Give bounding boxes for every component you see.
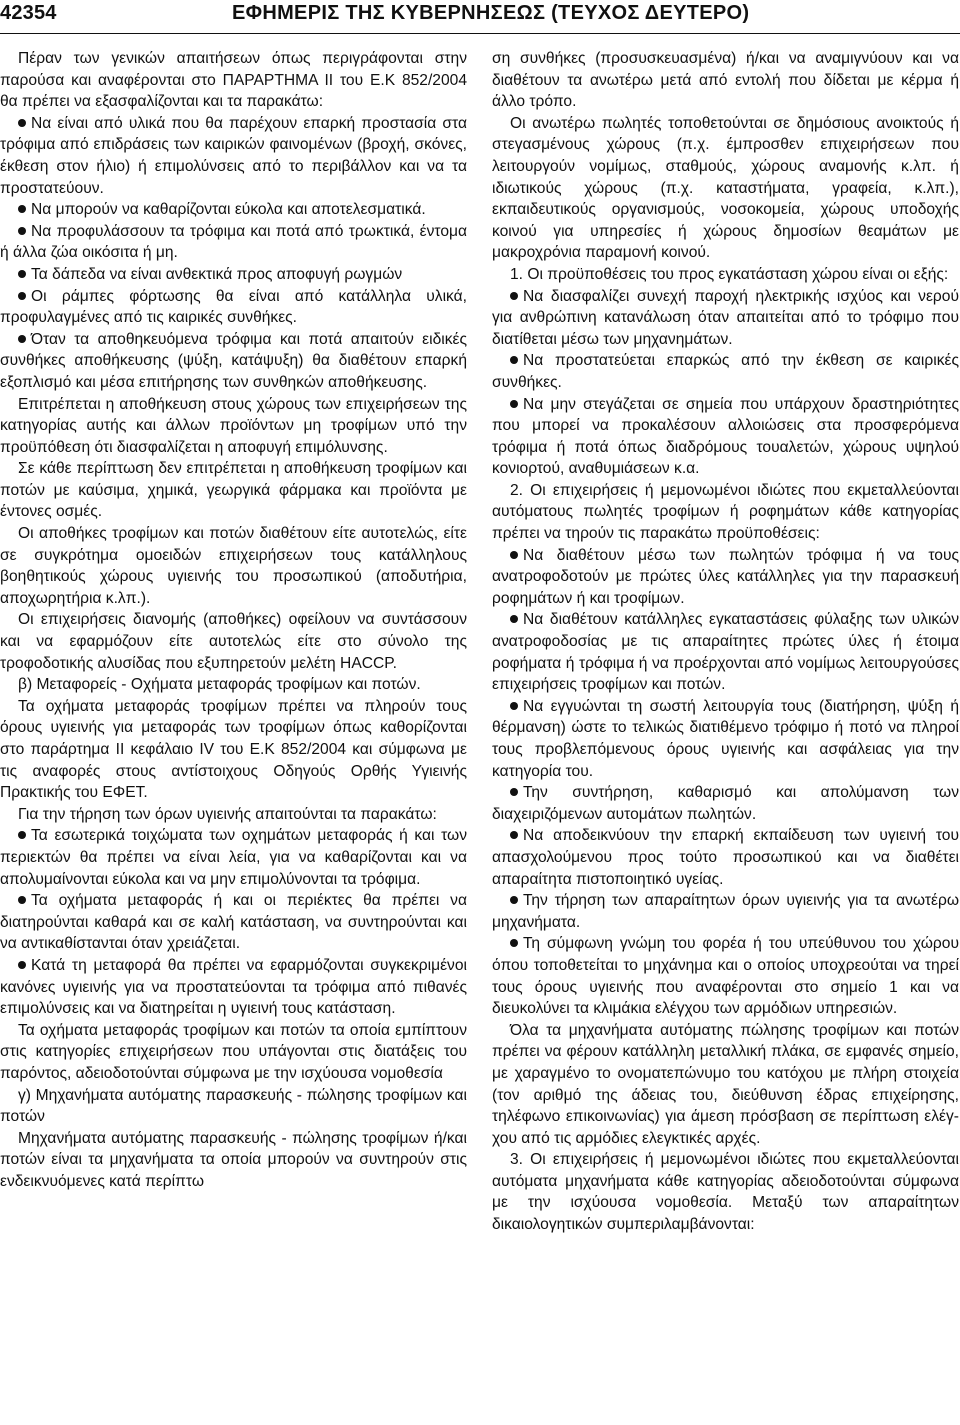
bullet-paragraph xyxy=(492,545,959,610)
paragraph-text: Κατά τη μεταφορά θα πρέπει να εφαρμόζονται συγκεκριμένοι κανόνες υγιεινής για να προστατεύονται τα τρόφιμα από πιθανές επιμολύνσεις και να διατηρείται η υγιεινή τους κατάσταση. xyxy=(0,956,467,1018)
paragraph xyxy=(0,523,467,609)
bullet-paragraph xyxy=(492,350,959,393)
paragraph xyxy=(0,48,467,113)
paragraph-text: Πέραν των γενικών απαιτήσεων όπως περιγράφονται στην παρούσα και αναφέρονται στο ΠΑΡΑΡΤΗΜΑ ΙΙ του Ε.Κ 852/2004 θα πρέπει να εξασφαλίζονται και τα παρακάτω: xyxy=(0,50,467,111)
paragraph-text: Να εγγυώνται τη σωστή λειτουργία τους (διατήρηση, ψύξη ή θέρμανση) ώστε το τελικώς διατιθέμενο τρόφιμο ή ποτό να πληροί τους προβλεπόμενους όρους υγιεινής και ασφάλειας για την κατηγορία του. xyxy=(492,697,959,780)
bullet-paragraph xyxy=(0,221,467,264)
bullet-icon xyxy=(18,227,26,235)
paragraph xyxy=(492,113,959,264)
bullet-icon xyxy=(18,335,26,343)
paragraph-text: Οι ράμπες φόρτωσης θα είναι από κατάλληλα υλικά, προφυλαγμένες από τις καιρικές συνθήκες. xyxy=(0,287,467,327)
paragraph xyxy=(0,609,467,674)
paragraph-text: Για την τήρηση των όρων υγιεινής απαιτούνται τα παρακάτω: xyxy=(18,805,437,823)
paragraph-text: Τα δάπεδα να είναι ανθεκτικά προς αποφυγή ρωγμών xyxy=(31,265,403,283)
bullet-paragraph xyxy=(492,933,959,1019)
bullet-paragraph xyxy=(0,113,467,199)
paragraph xyxy=(0,1128,467,1193)
paragraph-text: Να μπορούν να καθαρίζονται εύκολα και αποτελεσματικά. xyxy=(31,201,426,219)
paragraph xyxy=(492,1149,959,1235)
bullet-paragraph xyxy=(0,329,467,394)
paragraph xyxy=(0,1085,467,1128)
bullet-icon xyxy=(18,270,26,278)
bullet-icon xyxy=(510,356,518,364)
bullet-icon xyxy=(18,896,26,904)
paragraph-text: Όλα τα μηχανήματα αυτόματης πώλησης τροφίμων και ποτών πρέπει να φέρουν κατάλληλη μεταλλική πλάκα, σε εμφανές σημείο, με χαραγμένο το ονοματεπώνυμο του κατόχου με πλήρη στοιχεία (τον αριθμό της άδειας του, διεύθυνση έδρας επιχείρησης, τηλέφωνο επικοινωνίας) για άμεση πρόσβαση σε περίπτωση ελέγχου από τις αρμόδιες ελεγκτικές αρχές. xyxy=(492,1021,959,1147)
bullet-icon xyxy=(18,205,26,213)
bullet-paragraph xyxy=(492,609,959,695)
paragraph xyxy=(0,1020,467,1085)
bullet-icon xyxy=(510,615,518,623)
paragraph-text: Επιτρέπεται η αποθήκευση στους χώρους των επιχειρήσεων της κατηγορίας αυτής και άλλων προϊόντων μη τροφίμων υπό την προϋπόθεση ότι διασφαλίζεται η αποφυγή επιμόλυνσης. xyxy=(0,395,467,456)
paragraph-text: Να προστατεύεται επαρκώς από την έκθεση σε καιρικές συνθήκες. xyxy=(492,352,959,391)
paragraph-text: 2. Οι επιχειρήσεις ή μεμονωμένοι ιδιώτες που εκμεταλλεύονται αυτόματους πωλητές τροφίμων ή ροφημάτων κάθε κατηγορίας πρέπει να τηρούν τις παρακάτω προϋποθέσεις: xyxy=(492,481,959,543)
bullet-paragraph xyxy=(492,286,959,351)
bullet-icon xyxy=(510,939,518,947)
bullet-paragraph xyxy=(492,696,959,782)
bullet-icon xyxy=(510,292,518,300)
paragraph xyxy=(492,1020,959,1150)
paragraph xyxy=(492,48,959,113)
paragraph xyxy=(0,458,467,523)
paragraph-text: β) Μεταφορείς - Οχήματα μεταφοράς τροφίμων και ποτών. xyxy=(18,676,421,694)
bullet-paragraph xyxy=(0,890,467,955)
paragraph-text: Να αποδεικνύουν την επαρκή εκπαίδευση των υγιεινή του απασχολούμενου προς τούτο προσωπικού και να διαθέτει απαραίτητα πιστοποιητικό υγείας. xyxy=(492,827,959,888)
bullet-paragraph xyxy=(492,825,959,890)
right-column xyxy=(492,48,959,1236)
paragraph-text: Να διαθέτουν κατάλληλες εγκαταστάσεις φύλαξης των υλικών ανατροφοδοσίας με τις απαραίτητες πρώτες ύλες ή έτοιμα ροφήματα ή τρόφιμα ή να προέρχονται από νομίμως λειτουργούσες επιχειρήσεις τροφίμων και ποτών. xyxy=(492,611,959,694)
bullet-paragraph xyxy=(0,286,467,329)
journal-title: ΕΦΗΜΕΡΙΣ ΤΗΣ ΚΥΒΕΡΝΗΣΕΩΣ (ΤΕΥΧΟΣ ΔΕΥΤΕΡΟ) xyxy=(232,2,750,24)
paragraph xyxy=(0,804,467,826)
bullet-icon xyxy=(510,831,518,839)
bullet-icon xyxy=(18,831,26,839)
paragraph-text: Να μην στεγάζεται σε σημεία που υπάρχουν δραστηριότητες που μπορεί να προκαλέσουν αλλοιώσεις στα προσφερόμενα τρόφιμα ή ποτά όπως διαδρόμους τουαλετών, χώρους υψηλού κονιορτού, αναθυμιάσεων κ.α. xyxy=(492,395,959,478)
paragraph-text: Οι επιχειρήσεις διανομής (αποθήκες) οφείλουν να συντάσσουν και να εφαρμόζουν είτε αυτοτελώς είτε στο σύνολο της τροφοδοτικής αλυσίδας που εξυπηρετούν μελέτη HACCP. xyxy=(0,611,467,672)
bullet-paragraph xyxy=(0,955,467,1020)
page-number: 42354 xyxy=(0,2,57,24)
paragraph-text: Να διαθέτουν μέσω των πωλητών τρόφιμα ή να τους ανατροφοδοτούν με πρώτες ύλες κατάλληλες για την παρασκευή ροφημάτων ή και τροφίμων. xyxy=(492,546,959,607)
paragraph-text: Να προφυλάσσουν τα τρόφιμα και ποτά από τρωκτικά, έντομα ή άλλα ζώα οικόσιτα ή μη. xyxy=(0,222,467,262)
paragraph-text: Τη σύμφωνη γνώμη του φορέα ή του υπεύθυνου του χώρου όπου τοποθετείται το μηχάνημα και ο οποίος υποχρεούται να τηρεί τους όρους υγιεινής που αναφέρονται στο σημείο 1 και να διευκολύνει τα κλιμάκια ελέγχου των αρμόδιων υπηρεσιών. xyxy=(492,935,959,1018)
bullet-icon xyxy=(510,400,518,408)
paragraph-text: ση συνθήκες (προσυσκευασμένα) ή/και να αναμιγνύουν και να διαθέτουν τα ανωτέρω μετά από εντολή που δίδεται με κέρμα ή άλλο τρόπο. xyxy=(492,50,959,111)
bullet-icon xyxy=(18,961,26,969)
bullet-paragraph xyxy=(492,890,959,933)
bullet-paragraph xyxy=(0,825,467,890)
paragraph-text: Τα εσωτερικά τοιχώματα των οχημάτων μεταφοράς ή και των περιεκτών θα πρέπει να είναι λεία, για να καθαρίζονται και να απολυμαίνονται εύκολα και να μην επιμολύνονται τα τρόφιμα. xyxy=(0,827,467,888)
bullet-paragraph xyxy=(492,394,959,480)
paragraph-text: Σε κάθε περίπτωση δεν επιτρέπεται η αποθήκευση τροφίμων και ποτών με καύσιμα, χημικά, γεωργικά φάρμακα και προϊόντα με έντονες οσμές. xyxy=(0,460,467,521)
paragraph-text: Οι ανωτέρω πωλητές τοποθετούνται σε δημόσιους ανοικτούς ή στεγασμένους χώρους (π.χ. έμπροσθεν επιχειρήσεων που λειτουργούν νομίμως, σταθμούς, χώρους αναμονής κ.λπ. ή ιδιωτικούς χώρους (π.χ. καταστήματα, γραφεία, κ.λπ.), εκπαιδευτικούς οργανισμούς, νοσοκομεία, χώρους υποδοχής κοινού για υπηρεσίες ή χώρους δημοσίων θεαμάτων με μακροχρόνια παραμονή κοινού. xyxy=(492,114,959,262)
paragraph xyxy=(0,674,467,696)
bullet-icon xyxy=(510,702,518,710)
header-rule xyxy=(0,33,960,34)
bullet-icon xyxy=(18,292,26,300)
paragraph xyxy=(492,264,959,286)
paragraph-text: 3. Οι επιχειρήσεις ή μεμονωμένοι ιδιώτες που εκμεταλλεύονται αυτόματα μηχανήματα κάθε κατηγορίας αδειοδοτούνται σύμφωνα με την ισχύουσα νομοθεσία. Μεταξύ των απαραίτητων δικαιολογητικών συμπεριλαμβάνονται: xyxy=(492,1151,959,1234)
paragraph-text: Οι αποθήκες τροφίμων και ποτών διαθέτουν είτε αυτοτελώς, είτε σε συγκρότημα ομοειδών επιχειρήσεων τους κατάλληλους βοηθητικούς χώρους υγιεινής του προσωπικού (αποδυτήρια, αποχωρητήρια κ.λπ.). xyxy=(0,525,467,607)
bullet-paragraph xyxy=(0,199,467,221)
paragraph-text: 1. Οι προϋποθέσεις του προς εγκατάσταση χώρου είναι οι εξής: xyxy=(510,265,949,283)
paragraph-text: Τα οχήματα μεταφοράς τροφίμων πρέπει να πληρούν τους όρους υγιεινής για μεταφοράς των τροφίμων όπως καθορίζονται στο παράρτημα ΙΙ κεφάλαιο IV του Ε.Κ 852/2004 και σύμφωνα με τις αναφορές στους αντίστοιχους Οδηγούς Ορθής Υγιεινής Πρακτικής του ΕΦΕΤ. xyxy=(0,697,467,802)
left-column xyxy=(0,48,467,1192)
paragraph-text: Να διασφαλίζει συνεχή παροχή ηλεκτρικής ισχύος και νερού για ανθρώπινη κατανάλωση όταν απαιτείται από το τρόφιμο που διατίθεται μέσω των μηχανημάτων. xyxy=(492,287,959,348)
paragraph-text: Την τήρηση των απαραίτητων όρων υγιεινής για τα ανωτέρω μηχανήματα. xyxy=(492,892,959,931)
bullet-paragraph xyxy=(492,782,959,825)
paragraph-text: Όταν τα αποθηκευόμενα τρόφιμα και ποτά απαιτούν ειδικές συνθήκες αποθήκευσης (ψύξη, κατάψυξη) θα διαθέτουν επαρκή εξοπλισμό και μέσα επιτήρησης των συνθηκών αποθήκευσης. xyxy=(0,330,467,391)
bullet-icon xyxy=(18,119,26,127)
bullet-icon xyxy=(510,788,518,796)
bullet-icon xyxy=(510,551,518,559)
paragraph-text: Μηχανήματα αυτόματης παρασκευής - πώλησης τροφίμων ή/και ποτών είναι τα μηχανήματα τα οποία μπορούν να συντηρούν στις ενδεικνυόμενες κατά περίπτω xyxy=(0,1129,467,1190)
paragraph-text: γ) Μηχανήματα αυτόματης παρασκευής - πώλησης τροφίμων και ποτών xyxy=(0,1086,467,1126)
paragraph-text: Τα οχήματα μεταφοράς ή και οι περιέκτες θα πρέπει να διατηρούνται καθαρά και σε καλή κατάσταση, να συντηρούνται και να αντικαθίστανται όταν χρειάζεται. xyxy=(0,892,467,953)
bullet-paragraph xyxy=(0,264,467,286)
paragraph xyxy=(492,480,959,545)
paragraph xyxy=(0,696,467,804)
page-header xyxy=(0,0,960,30)
paragraph-text: Την συντήρηση, καθαρισμό και απολύμανση των διαχειριζόμενων αυτομάτων πωλητών. xyxy=(492,784,959,823)
bullet-icon xyxy=(510,896,518,904)
paragraph xyxy=(0,394,467,459)
paragraph-text: Να είναι από υλικά που θα παρέχουν επαρκή προστασία στα τρόφιμα από επιδράσεις των καιρικών φαινομένων (βροχή, σκόνες, έκθεση στον ήλιο) ή επιμολύνσεις από το περιβάλλον και να τα προστατεύουν. xyxy=(0,114,467,197)
paragraph-text: Τα οχήματα μεταφοράς τροφίμων και ποτών τα οποία εμπίπτουν στις κατηγορίες επιχειρήσεων που υπάγονται στις διατάξεις του παρόντος, αδειοδοτούνται σύμφωνα με την ισχύουσα νομοθεσία xyxy=(0,1021,467,1082)
